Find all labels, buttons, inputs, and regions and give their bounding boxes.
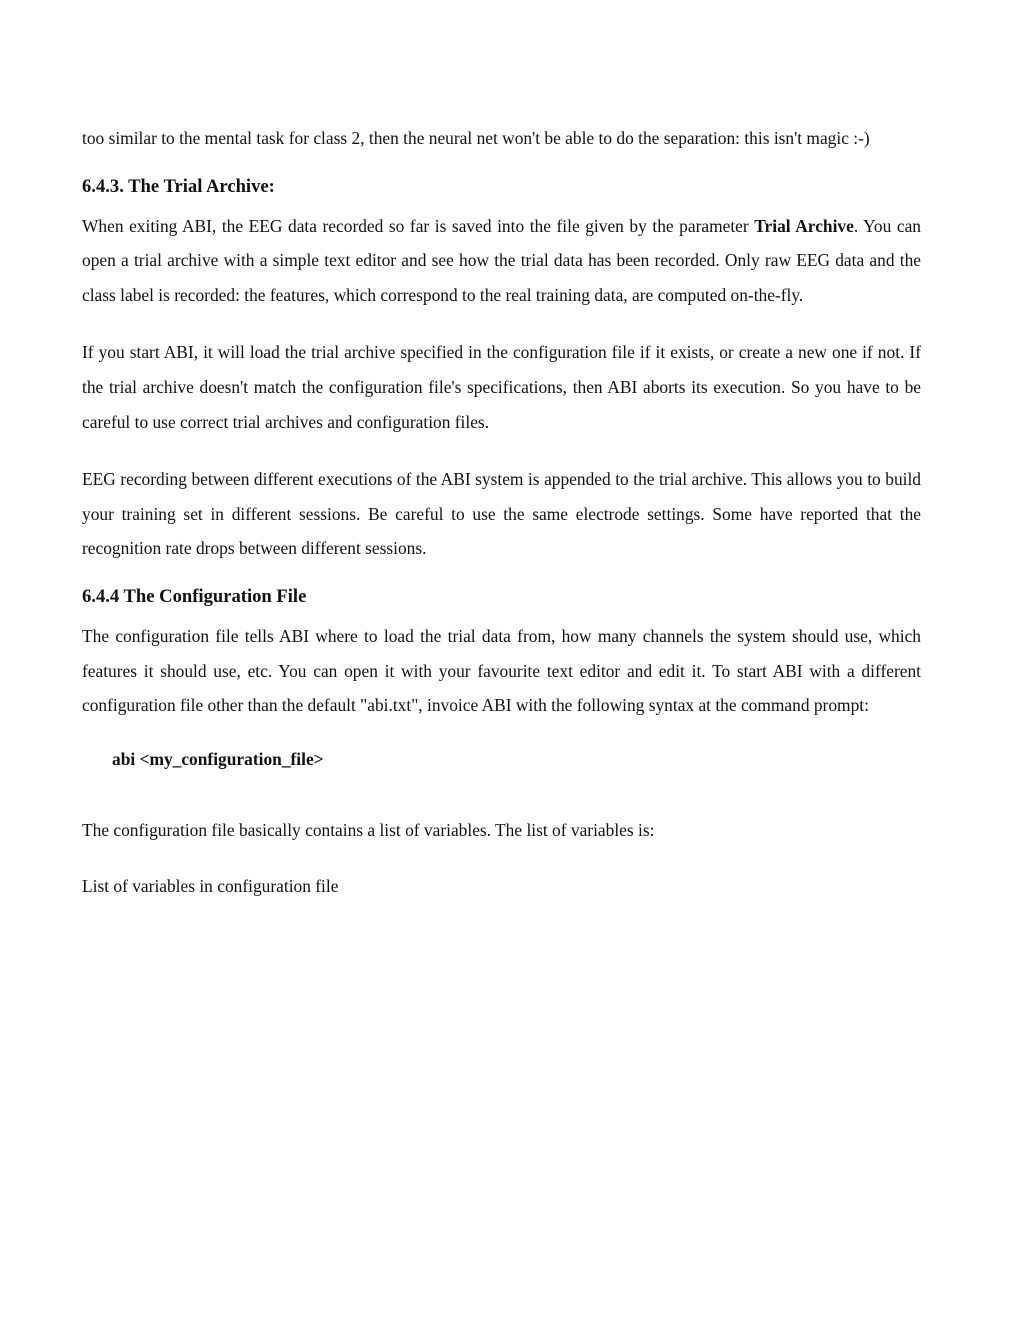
config-file-paragraph-1: The configuration file tells ABI where to load the trial data from, how many channels the system should use, which features it should use, etc. You can open it with your favourite text editor and edit it. To start ABI with a different configuration file other than the default "abi.txt", invoice ABI with the following syntax at the command prompt:: [82, 625, 921, 716]
trial-archive-param-name: Trial Archive: [754, 215, 854, 236]
section-6-4-3-heading: 6.4.3. The Trial Archive:: [82, 175, 275, 197]
document-page: [82, 121, 921, 904]
trial-archive-p1-text-b: . You can open a trial archive with a simple text editor and see how the trial data has been recorded. Only raw EEG data and the class label is recorded: the features, which correspond to the real training data, are computed on-the-fly.: [82, 215, 921, 305]
command-text: abi <my_configuration_file>: [112, 748, 324, 769]
section-6-4-4-heading: 6.4.4 The Configuration File: [82, 585, 307, 607]
trial-archive-p1-text-a: When exiting ABI, the EEG data recorded so far is saved into the file given by the parameter: [82, 215, 755, 236]
trial-archive-paragraph-1: [82, 209, 921, 313]
trial-archive-paragraph-2: If you start ABI, it will load the trial archive specified in the configuration file if it exists, or create a new one if not. If the trial archive doesn't match the configuration file's specifications, then ABI aborts its execution. So you have to be careful to use correct trial archives and configuration files.: [82, 342, 921, 432]
config-file-paragraph-3: List of variables in configuration file: [82, 876, 339, 897]
trial-archive-paragraph-3: EEG recording between different executions of the ABI system is appended to the trial archive. This allows you to build your training set in different sessions. Be careful to use the same electrode settings. Some have reported that the recognition rate drops between different sessions.: [82, 469, 921, 559]
config-file-paragraph-2: The configuration file basically contains a list of variables. The list of variables is:: [82, 819, 655, 840]
intro-paragraph: too similar to the mental task for class 2, then the neural net won't be able to do the separation: this isn't magic :-): [82, 128, 870, 148]
command-line-item: [82, 745, 921, 773]
